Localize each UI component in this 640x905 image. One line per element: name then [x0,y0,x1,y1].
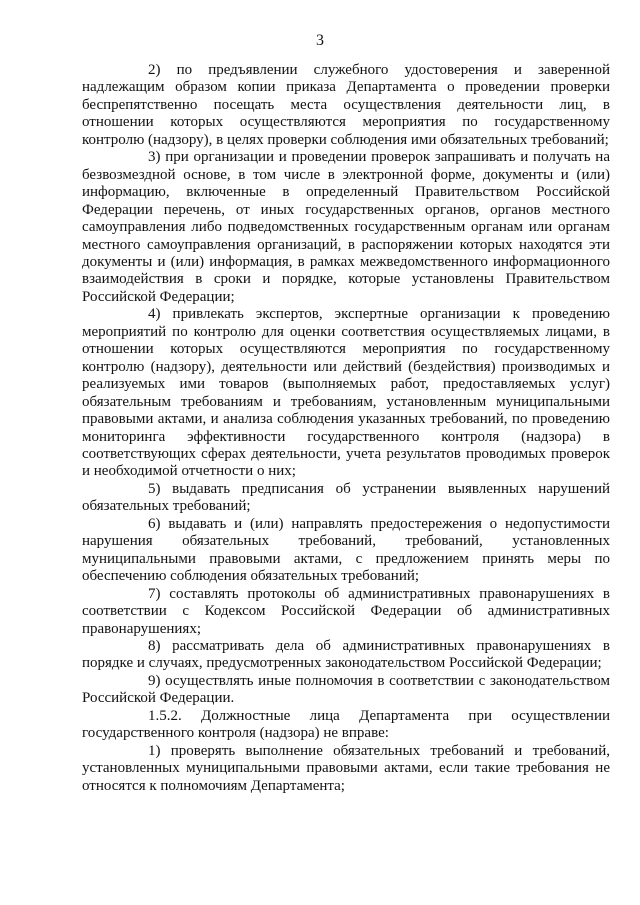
section-heading-1-5-2: 1.5.2. Должностные лица Департамента при осуществлении государственного контроля (надзора) не вправе: [82,707,610,742]
document-body [82,62,610,795]
paragraph-item-3-request-documents: 3) при организации и проведении проверок запрашивать и получать на безвозмездной основе, в том числе в электронной форме, документы и (или) информацию, включенные в определенный Правительством Российской Федерации перечень, от иных государственных органов, органов местного самоуправления либо подведомственных государственным органам или органам местного самоуправления организаций, в распоряжении которых находятся эти документы и (или) информация, в рамках межведомственного информационного взаимодействия в сроки и порядке, которые установлены Правительством Российской Федерации; [82,149,610,305]
paragraph-item-7-protocols: 7) составлять протоколы об административных правонарушениях в соответствии с Кодексом Российской Федерации об административных правонарушениях; [82,585,610,637]
paragraph-item-4-engage-experts: 4) привлекать экспертов, экспертные организации к проведению мероприятий по контролю для оценки соответствия осуществляемых лицами, в отношении которых осуществляются мероприятия по государственному контролю (надзору), деятельности или действий (бездействия) производимых и реализуемых ими товаров (выполняемых работ, предоставляемых услуг) обязательным требованиям и требованиям, установленным муниципальными правовыми актами, и анализа соблюдения указанных требований, по проведению мониторинга эффективности государственного контроля (надзора) в соответствующих сферах деятельности, учета результатов проводимых проверок и необходимой отчетности о них; [82,306,610,480]
page-number: 3 [316,32,324,49]
paragraph-restriction-1: 1) проверять выполнение обязательных требований и требований, установленных муниципальными правовыми актами, если такие требования не относятся к полномочиям Департамента; [82,742,610,794]
paragraph-item-6-warnings: 6) выдавать и (или) направлять предостережения о недопустимости нарушения обязательных требований, требований, установленных муниципальными правовыми актами, с предложением принять меры по обеспечению соблюдения обязательных требований; [82,515,610,585]
paragraph-item-2-site-access: 2) по предъявлении служебного удостоверения и заверенной надлежащим образом копии приказа Департамента о проведении проверки беспрепятственно посещать места осуществления деятельности лиц, в отношении которых осуществляются мероприятия по государственному контролю (надзору), в целях проверки соблюдения ими обязательных требований; [82,62,610,148]
paragraph-item-9-other-powers: 9) осуществлять иные полномочия в соответствии с законодательством Российской Федерации. [82,672,610,707]
paragraph-item-5-issue-orders: 5) выдавать предписания об устранении выявленных нарушений обязательных требований; [82,480,610,515]
paragraph-item-8-consider-cases: 8) рассматривать дела об административных правонарушениях в порядке и случаях, предусмотренных законодательством Российской Федерации; [82,637,610,672]
